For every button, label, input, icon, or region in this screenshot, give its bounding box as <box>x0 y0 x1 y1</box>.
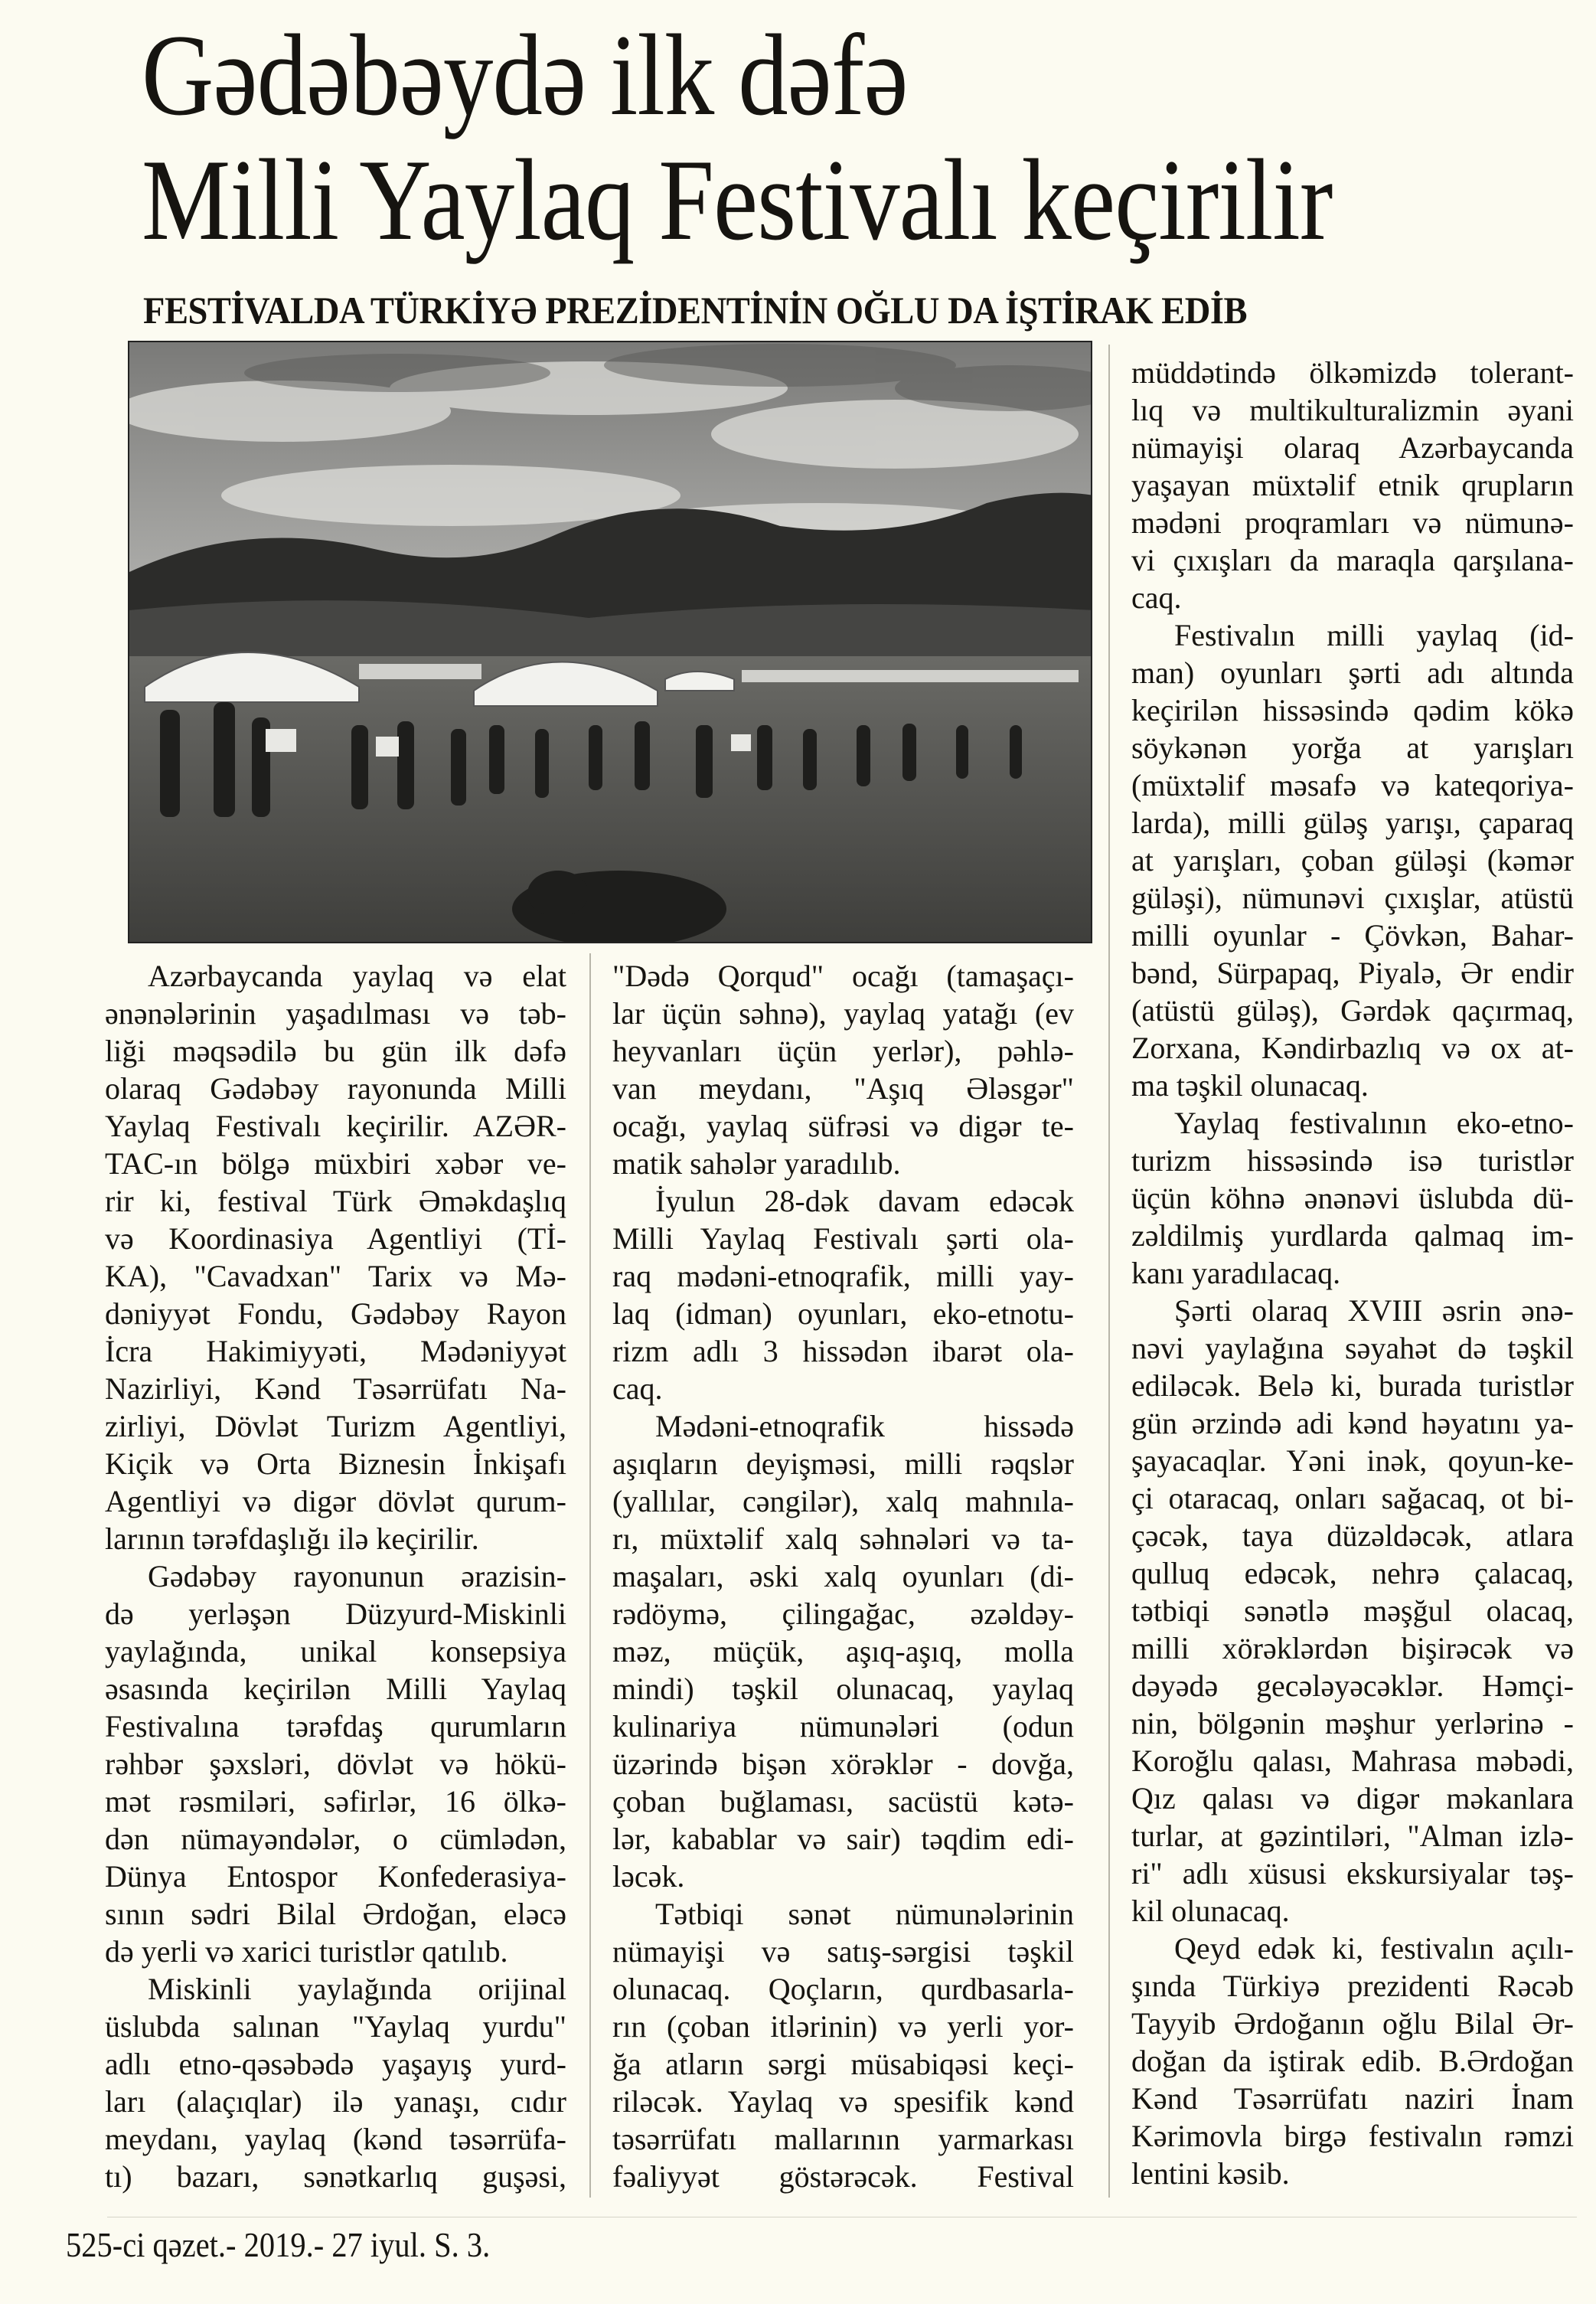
paragraph <box>105 1557 566 1970</box>
text-line: lər, kabablar və sair) təqdim edi- <box>612 1822 1074 1856</box>
text-line: Festivalına tərəfdaş qurumların <box>105 1709 566 1744</box>
text-line: mədəni proqramları və nümunə- <box>1131 505 1574 540</box>
paragraph <box>105 957 566 1557</box>
text-line: matik sahələr yaradılıb. <box>612 1146 901 1181</box>
text-line: söykənən yorğa at yarışları <box>1131 730 1574 765</box>
paragraph <box>1131 354 1574 616</box>
text-line: dəniyyət Fondu, Gədəbəy Rayon <box>105 1296 566 1331</box>
article-column-3 <box>1131 354 1574 2192</box>
text-line: Festivalın milli yaylaq (id- <box>1174 618 1574 652</box>
text-line: kulinariya nümunələri (odun <box>612 1709 1074 1744</box>
paragraph <box>1131 1292 1574 1930</box>
text-line: larda), milli güləş yarışı, çaparaq <box>1131 806 1574 840</box>
text-line: zəldilmiş yurdlarda qalmaq im- <box>1131 1218 1574 1253</box>
text-line: nümayişi olaraq Azərbaycanda <box>1131 430 1574 465</box>
text-line: doğan da iştirak edib. B.Ərdoğan <box>1131 2044 1574 2078</box>
subheadline: FESTİVALDA TÜRKİYƏ PREZİDENTİNİN OĞLU DA İŞTİRAK EDİB <box>143 289 1248 332</box>
text-line: ənənələrinin yaşadılması və təb- <box>105 996 566 1031</box>
text-line: milli xörəklərdən bişirəcək və <box>1131 1631 1574 1665</box>
column-divider-1 <box>589 953 591 2198</box>
text-line: çəcək, taya düzəldəcək, atlara <box>1131 1518 1574 1553</box>
text-line: man) oyunları şərti adı altında <box>1131 655 1574 690</box>
text-line: Tətbiqi sənət nümunələrinin <box>655 1897 1074 1931</box>
text-line: Kənd Təsərrüfatı naziri İnam <box>1131 2081 1574 2116</box>
text-line: (müxtəlif məsafə və kateqoriya- <box>1131 768 1574 802</box>
text-line: fəaliyyət göstərəcək. Festival <box>612 2159 1074 2194</box>
text-line: caq. <box>1131 580 1182 615</box>
text-line: Qız qalası və digər məkanlara <box>1131 1781 1574 1815</box>
text-line: yaşayan müxtəlif etnik qrupların <box>1131 468 1574 502</box>
text-line: maşaları, əski xalq oyunları (di- <box>612 1559 1074 1593</box>
text-line: mət rəsmiləri, səfirlər, 16 ölkə- <box>105 1784 566 1819</box>
paragraph <box>1131 616 1574 1104</box>
text-line: Kiçik və Orta Biznesin İnkişafı <box>105 1446 566 1481</box>
text-line: turizm hissəsində isə turistlər <box>1131 1143 1574 1178</box>
text-line: Mədəni-etnoqrafik hissədə <box>655 1409 1074 1443</box>
text-line: çoban buğlaması, sacüstü kətə- <box>612 1784 1074 1819</box>
text-line: Miskinli yaylağında orijinal <box>148 1972 566 2006</box>
paragraph <box>612 957 1074 1182</box>
text-line: İyulun 28-dək davam edəcək <box>655 1184 1074 1218</box>
text-line: Agentliyi və digər dövlət qurum- <box>105 1484 566 1518</box>
text-line: Dünya Entospor Konfederasiya- <box>105 1859 566 1894</box>
text-line: şında Türkiyə prezidenti Rəcəb <box>1131 1969 1574 2003</box>
text-line: milli oyunlar - Çövkən, Bahar- <box>1131 918 1574 953</box>
text-line: rizm adlı 3 hissədən ibarət ola- <box>612 1334 1074 1368</box>
text-line: yaylağında, unikal konsepsiya <box>105 1634 566 1668</box>
text-line: mindi) təşkil olunacaq, yaylaq <box>612 1672 1074 1706</box>
article-column-2 <box>612 957 1074 2195</box>
text-line: van meydanı, "Aşıq Ələsgər" <box>612 1071 1074 1106</box>
text-line: məz, müçük, aşıq-aşıq, molla <box>612 1634 1074 1668</box>
text-line: Şərti olaraq XVIII əsrin ənə- <box>1174 1293 1574 1328</box>
text-line: Zorxana, Kəndirbazlıq və ox at- <box>1131 1031 1574 1065</box>
festival-photo-image <box>129 342 1092 943</box>
text-line: Azərbaycanda yaylaq və elat <box>148 959 566 993</box>
text-line: larının tərəfdaşlığı ilə keçirilir. <box>105 1521 479 1556</box>
text-line: kil olunacaq. <box>1131 1894 1290 1928</box>
text-line: təsərrüfatı mallarının yarmarkası <box>612 2122 1074 2156</box>
text-line: caq. <box>612 1371 663 1406</box>
text-line: heyvanları üçün yerlər), pəhlə- <box>612 1034 1074 1068</box>
text-line: Yaylaq Festivalı keçirilir. AZƏR- <box>105 1109 566 1143</box>
text-line: olunacaq. Qoçların, qurdbasarla- <box>612 1972 1074 2006</box>
text-line: Koroğlu qalası, Mahrasa məbədi, <box>1131 1744 1574 1778</box>
text-line: olaraq Gədəbəy rayonunda Milli <box>105 1071 566 1106</box>
text-line: aşıqların deyişməsi, milli rəqslər <box>612 1446 1074 1481</box>
text-line: Kərimovla birgə festivalın rəmzi <box>1131 2119 1574 2153</box>
paragraph <box>105 1970 566 2195</box>
text-line: lıq və multikulturalizmin əyani <box>1131 393 1574 427</box>
article-column-1 <box>105 957 566 2195</box>
paragraph <box>612 1182 1074 1407</box>
text-line: bənd, Sürpapaq, Piyalə, Ər endir <box>1131 956 1574 990</box>
headline-line-1: Gədəbəydə ilk dəfə <box>142 11 908 139</box>
text-line: Milli Yaylaq Festivalı şərti ola- <box>612 1221 1074 1256</box>
text-line: gün ərzində adi kənd həyatını ya- <box>1131 1406 1574 1440</box>
text-line: nin, bölgənin məşhur yerlərinə - <box>1131 1706 1574 1740</box>
text-line: ğa atların sərgi müsabiqəsi keçi- <box>612 2047 1074 2081</box>
text-line: ları (alaçıqlar) ilə yanaşı, cıdır <box>105 2084 566 2119</box>
text-line: rir ki, festival Türk Əməkdaşlıq <box>105 1184 566 1218</box>
text-line: üçün köhnə ənənəvi üslubda dü- <box>1131 1181 1574 1215</box>
text-line: rın (çoban itlərinin) və yerli yor- <box>612 2009 1074 2044</box>
text-line: və Koordinasiya Agentliyi (Tİ- <box>105 1221 566 1256</box>
text-line: rəhbər şəxsləri, dövlət və hökü- <box>105 1747 566 1781</box>
text-line: Qeyd edək ki, festivalın açılı- <box>1174 1931 1574 1966</box>
text-line: Nazirliyi, Kənd Təsərrüfatı Na- <box>105 1371 566 1406</box>
text-line: TAC-ın bölgə müxbiri xəbər ve- <box>105 1146 566 1181</box>
text-line: müddətində ölkəmizdə tolerant- <box>1131 355 1574 390</box>
text-line: vi çıxışları da maraqla qarşılana- <box>1131 543 1574 577</box>
text-line: qulluq edəcək, nehrə çalacaq, <box>1131 1556 1574 1590</box>
text-line: lentini kəsib. <box>1131 2156 1290 2191</box>
text-line: üzərində bişən xörəklər - dovğa, <box>612 1747 1074 1781</box>
text-line: rı, müxtəlif xalq səhnələri və ta- <box>612 1521 1074 1556</box>
column-divider-2 <box>1108 345 1110 2198</box>
text-line: nəvi yaylağına səyahət də təşkil <box>1131 1331 1574 1365</box>
text-line: çi otaracaq, onları sağacaq, ot bi- <box>1131 1481 1574 1515</box>
text-line: meydanı, yaylaq (kənd təsərrüfa- <box>105 2122 566 2156</box>
text-line: sının sədri Bilal Ərdoğan, eləcə <box>105 1897 566 1931</box>
paragraph <box>1131 1104 1574 1292</box>
paragraph <box>612 1407 1074 1895</box>
text-line: lar üçün səhnə), yaylaq yatağı (ev <box>612 996 1074 1031</box>
text-line: ma təşkil olunacaq. <box>1131 1068 1369 1103</box>
text-line: nümayişi və satış-sərgisi təşkil <box>612 1934 1074 1969</box>
source-citation: 525-ci qəzet.- 2019.- 27 iyul. S. 3. <box>66 2225 491 2264</box>
text-line: şayacaqlar. Yəni inək, qoyun-ke- <box>1131 1443 1574 1478</box>
text-line: güləşi), nümunəvi çıxışlar, atüstü <box>1131 881 1574 915</box>
text-line: (atüstü güləş), Gərdək qaçırmaq, <box>1131 993 1574 1028</box>
text-line: rədöymə, çilingağac, əzəldəy- <box>612 1596 1074 1631</box>
text-line: ocağı, yaylaq süfrəsi və digər te- <box>612 1109 1074 1143</box>
festival-photo <box>128 341 1092 943</box>
text-line: laq (idman) oyunları, eko-etnotu- <box>612 1296 1074 1331</box>
text-line: də yerləşən Düzyurd-Miskinli <box>105 1596 566 1631</box>
text-line: "Dədə Qorqud" ocağı (tamaşaçı- <box>612 959 1074 993</box>
text-line: əsasında keçirilən Milli Yaylaq <box>105 1672 566 1706</box>
text-line: KA), "Cavadxan" Tarix və Mə- <box>105 1259 566 1293</box>
text-line: keçirilən hissəsində qədim kökə <box>1131 693 1574 727</box>
text-line: zirliyi, Dövlət Turizm Agentliyi, <box>105 1409 566 1443</box>
text-line: tı) bazarı, sənətkarlıq guşəsi, <box>105 2159 566 2194</box>
text-line: raq mədəni-etnoqrafik, milli yay- <box>612 1259 1074 1293</box>
text-line: turlar, at gəzintiləri, "Alman izlə- <box>1131 1819 1574 1853</box>
text-line: Tayyib Ərdoğanın oğlu Bilal Ər- <box>1131 2006 1574 2041</box>
text-line: at yarışları, çoban güləşi (kəmər <box>1131 843 1574 877</box>
text-line: də yerli və xarici turistlər qatılıb. <box>105 1934 508 1969</box>
text-line: (yallılar, cəngilər), xalq mahnıla- <box>612 1484 1074 1518</box>
text-line: üslubda salınan "Yaylaq yurdu" <box>105 2009 566 2044</box>
text-line: riləcək. Yaylaq və spesifik kənd <box>612 2084 1074 2119</box>
text-line: İcra Hakimiyyəti, Mədəniyyət <box>105 1334 566 1368</box>
text-line: tətbiqi sənətlə məşğul olacaq, <box>1131 1593 1574 1628</box>
text-line: Yaylaq festivalının eko-etno- <box>1174 1106 1574 1140</box>
text-line: liği məqsədilə bu gün ilk dəfə <box>105 1034 566 1068</box>
text-line: ediləcək. Belə ki, burada turistlər <box>1131 1368 1574 1403</box>
paragraph <box>1131 1930 1574 2192</box>
text-line: ləcək. <box>612 1859 685 1894</box>
text-line: dən nümayəndələr, o cümlədən, <box>105 1822 566 1856</box>
headline-line-2: Milli Yaylaq Festivalı keçirilir <box>142 136 1333 264</box>
text-line: kanı yaradılacaq. <box>1131 1256 1341 1290</box>
paragraph <box>612 1895 1074 2195</box>
text-line: dəyədə gecələyəcəklər. Həmçi- <box>1131 1668 1574 1703</box>
text-line: Gədəbəy rayonunun ərazisin- <box>148 1559 566 1593</box>
text-line: adlı etno-qəsəbədə yaşayış yurd- <box>105 2047 566 2081</box>
text-line: ri" adlı xüsusi ekskursiyalar təş- <box>1131 1856 1574 1891</box>
